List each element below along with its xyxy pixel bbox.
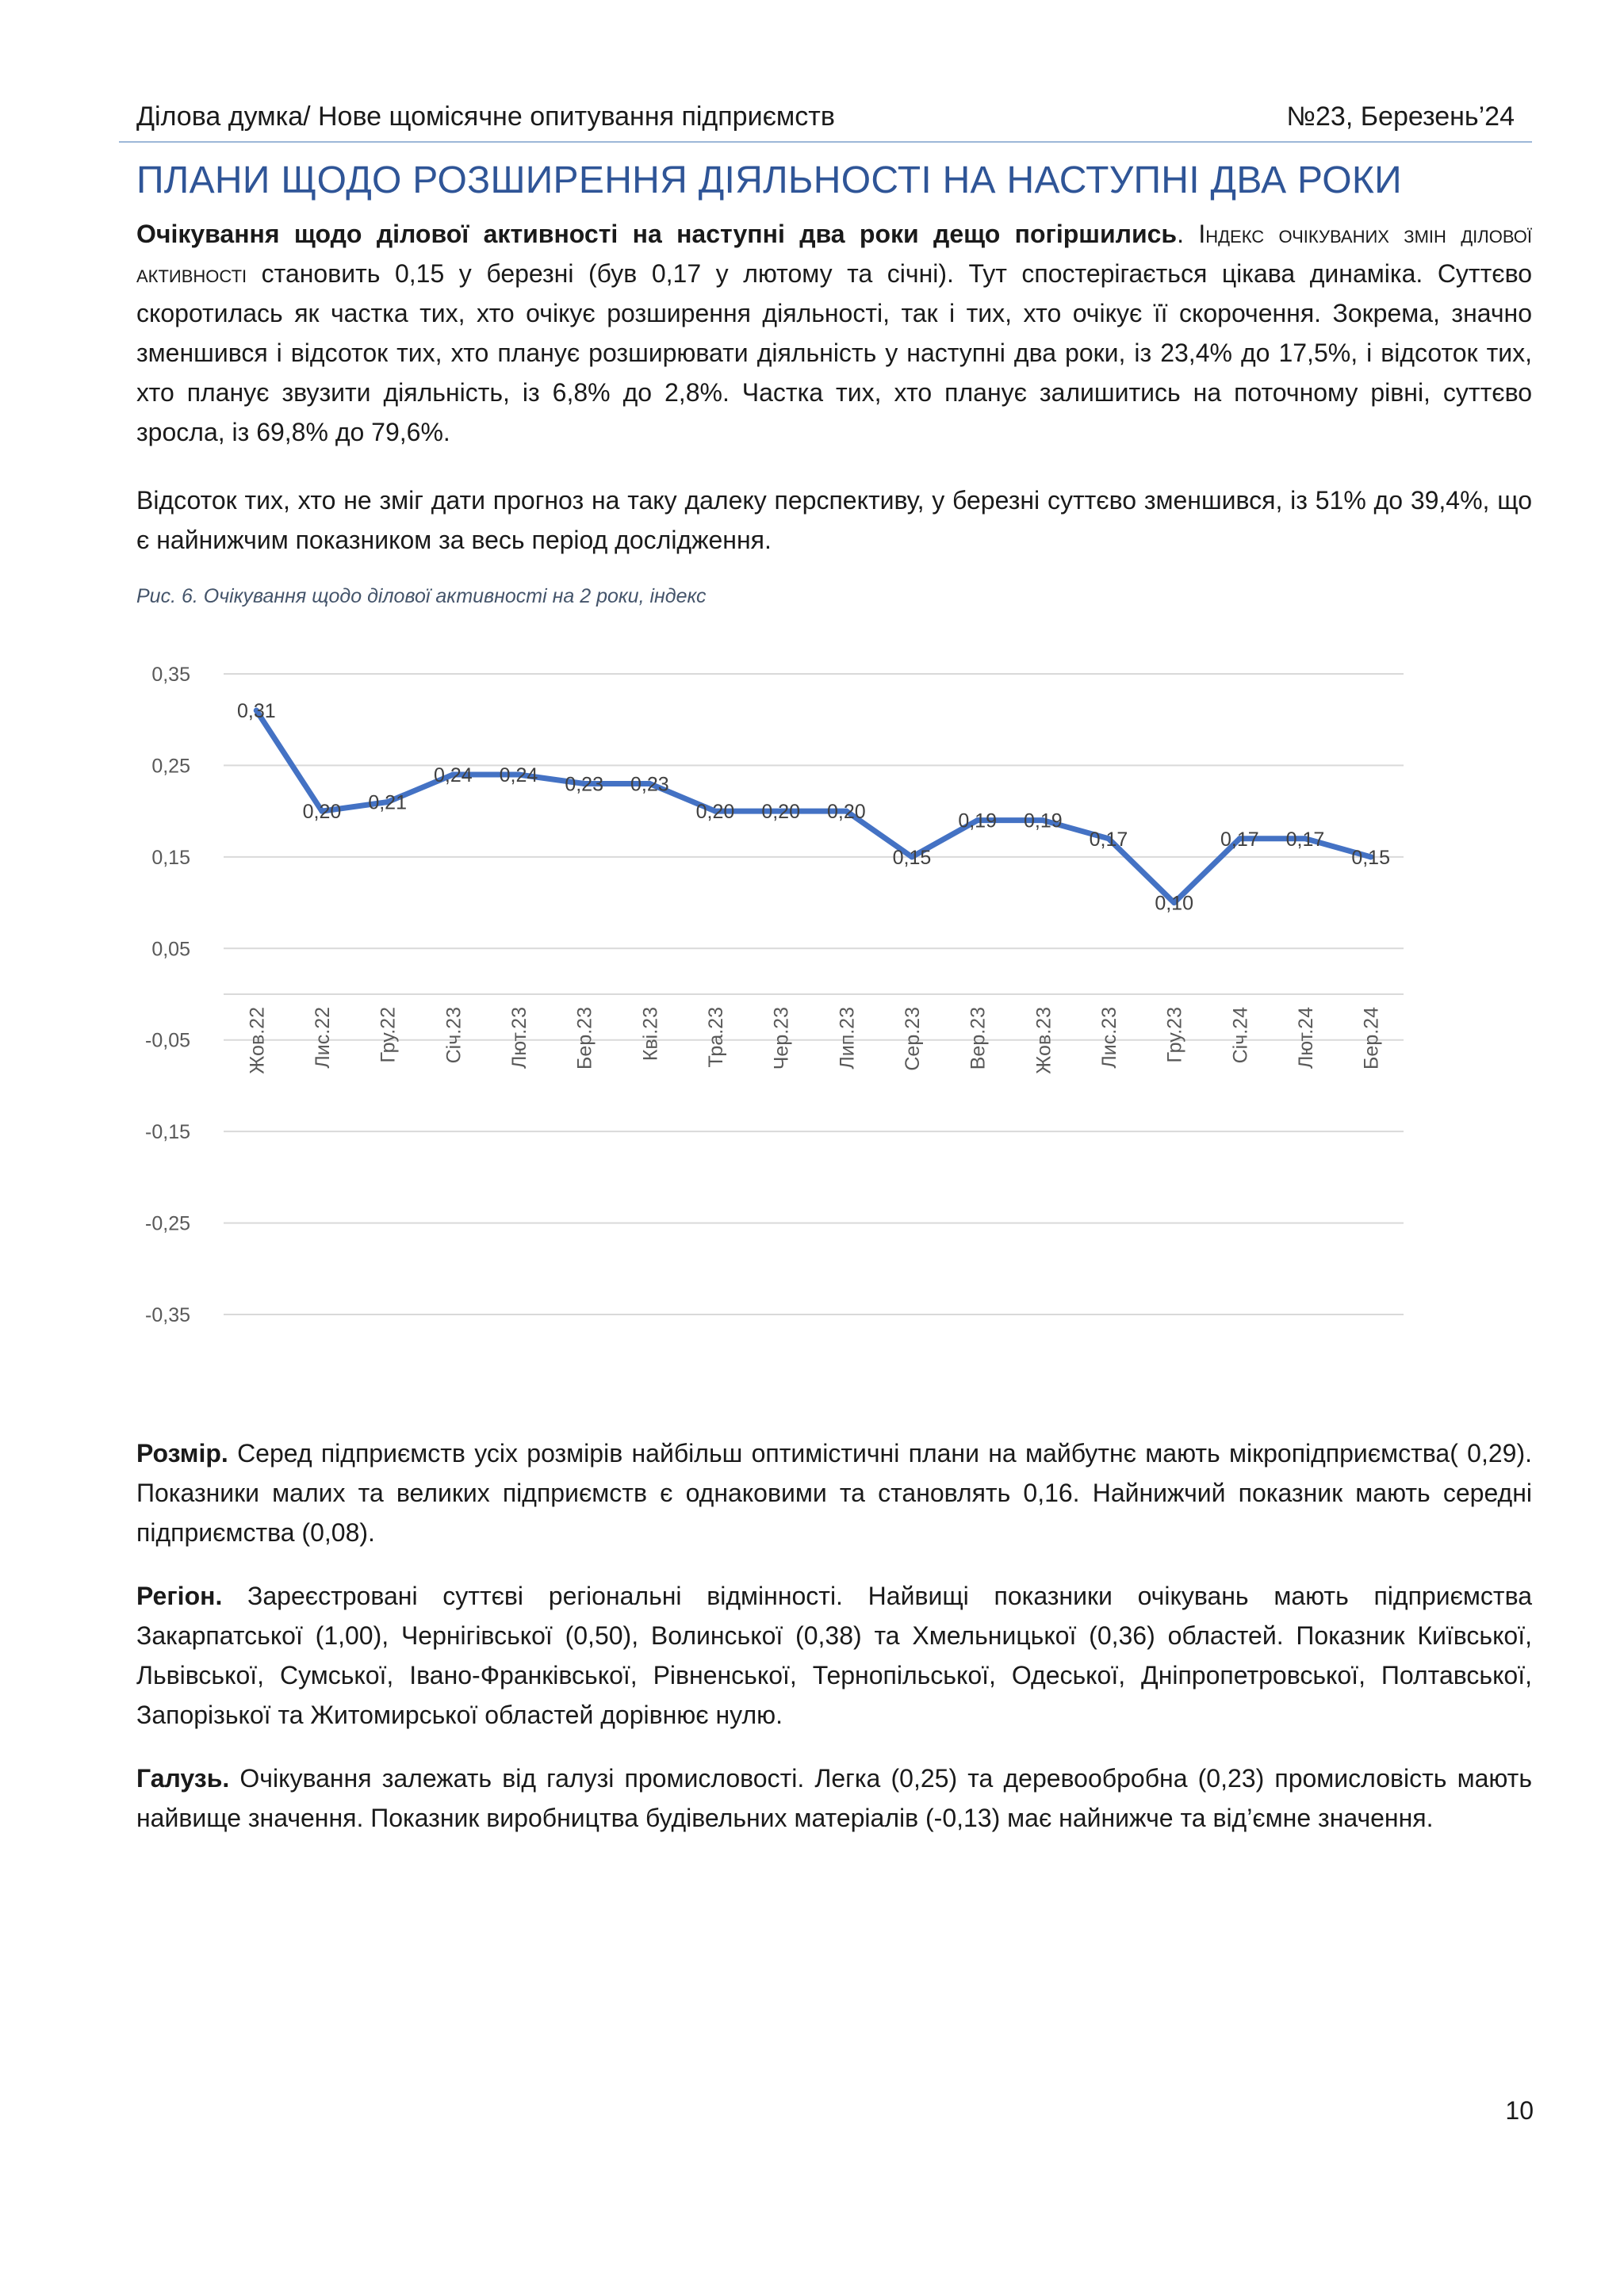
x-tick-label: Січ.23 <box>442 1007 465 1064</box>
x-tick-label: Бер.23 <box>573 1007 596 1070</box>
data-label: 0,19 <box>1023 809 1063 832</box>
data-label: 0,20 <box>826 801 866 824</box>
index-term: Індекс очікуваних змін ділової активності <box>136 220 1532 288</box>
data-label: 0,24 <box>433 763 473 786</box>
industry-text: Очікування залежать від галузі промисловості. Легка (0,25) та деревообробна (0,23) промисловість мають найвище значення. Показник виробництва будівельних матеріалів (-0,13) має найнижче та від’ємне значення. <box>136 1764 1532 1832</box>
y-tick-label: 0,25 <box>151 755 190 778</box>
series-line <box>256 710 1370 902</box>
x-tick-label: Тра.23 <box>705 1007 727 1068</box>
header-divider <box>119 141 1532 143</box>
data-label: 0,17 <box>1285 828 1325 851</box>
x-tick-label: Гру.23 <box>1163 1007 1186 1063</box>
y-tick-label: 0,35 <box>151 664 190 686</box>
x-tick-label: Чер.23 <box>770 1007 793 1070</box>
data-label: 0,15 <box>1351 846 1391 869</box>
y-tick-label: -0,25 <box>145 1212 190 1235</box>
line-chart <box>119 650 1427 1348</box>
header-left: Ділова думка/ Нове щомісячне опитування підприємств <box>136 101 835 132</box>
y-tick-label: -0,35 <box>145 1304 190 1326</box>
data-label: 0,23 <box>630 773 669 796</box>
region-paragraph <box>136 1576 1532 1735</box>
data-label: 0,19 <box>958 809 998 832</box>
y-tick-label: 0,15 <box>151 846 190 869</box>
x-tick-label: Лип.23 <box>836 1007 859 1070</box>
intro-paragraph <box>136 214 1532 452</box>
forecast-paragraph: Відсоток тих, хто не зміг дати прогноз на таку далеку перспективу, у березні суттєво зменшився, із 51% до 39,4%, що є найнижчим показником за весь період дослідження. <box>136 486 1532 554</box>
x-tick-label: Лют.23 <box>508 1007 530 1070</box>
data-label: 0,20 <box>302 801 342 824</box>
x-tick-label: Лют.24 <box>1295 1007 1317 1070</box>
data-label: 0,21 <box>368 791 408 814</box>
data-label: 0,20 <box>761 801 801 824</box>
intro-dot: . <box>1177 220 1199 248</box>
x-tick-label: Лис.23 <box>1098 1007 1120 1069</box>
x-tick-label: Сер.23 <box>902 1007 924 1071</box>
data-label: 0,15 <box>892 846 932 869</box>
data-label: 0,17 <box>1220 828 1259 851</box>
data-label: 0,17 <box>1089 828 1128 851</box>
size-label: Розмір. <box>136 1439 228 1468</box>
y-tick-label: -0,15 <box>145 1121 190 1144</box>
size-paragraph <box>136 1433 1532 1552</box>
data-label: 0,24 <box>499 763 538 786</box>
data-label: 0,10 <box>1155 892 1194 915</box>
x-tick-label: Гру.22 <box>377 1007 400 1063</box>
x-tick-label: Бер.24 <box>1360 1007 1383 1070</box>
x-tick-label: Лис.22 <box>312 1007 334 1069</box>
page-number: 10 <box>1505 2096 1534 2125</box>
region-label: Регіон. <box>136 1582 223 1610</box>
section-title: ПЛАНИ ЩОДО РОЗШИРЕННЯ ДІЯЛЬНОСТІ НА НАСТУПНІ ДВА РОКИ <box>136 159 1402 201</box>
x-tick-label: Вер.23 <box>967 1007 990 1070</box>
size-text: Серед підприємств усіх розмірів найбільш оптимістичні плани на майбутнє мають мікропідприємства( 0,29). Показники малих та великих підприємств є однаковими та становлять 0,16. Найнижчий показник мають середні підприємства (0,08). <box>136 1439 1532 1547</box>
figure-caption: Рис. 6. Очікування щодо ділової активності на 2 роки, індекс <box>136 585 707 607</box>
x-tick-label: Жов.22 <box>246 1007 269 1074</box>
region-text: Зареєстровані суттєві регіональні відмінності. Найвищі показники очікувань мають підприємства Закарпатської (1,00), Чернігівської (0,50), Волинської (0,38) та Хмельницької (0,36) областей. Показник Київської, Львівської, Сумської, Івано-Франківської, Рівненської, Тернопільської, Одеської, Дніпропетровської, Полтавської, Запорізької та Житомирської областей дорівнює нулю. <box>136 1582 1532 1729</box>
intro-bold: Очікування щодо ділової активності на наступні два роки дещо погіршились <box>136 220 1178 248</box>
x-tick-label: Жов.23 <box>1032 1007 1055 1074</box>
data-label: 0,23 <box>565 773 604 796</box>
intro-text: становить 0,15 у березні (був 0,17 у лютому та січні). Тут спостерігається цікава динаміка. Суттєво скоротилась як частка тих, хто очікує розширення діяльності, так і тих, хто очікує її скорочення. Зокрема, значно зменшився і відсоток тих, хто планує розширювати діяльність у наступні два роки, із 23,4% до 17,5%, і відсоток тих, хто планує звузити діяльність, із 6,8% до 2,8%. Частка тих, хто планує залишитись на поточному рівні, суттєво зросла, із 69,8% до 79,6%. <box>136 259 1532 446</box>
industry-label: Галузь. <box>136 1764 230 1793</box>
x-tick-label: Кві.23 <box>639 1007 662 1062</box>
x-tick-label: Січ.24 <box>1229 1007 1252 1064</box>
industry-paragraph <box>136 1758 1532 1838</box>
y-tick-label: 0,05 <box>151 938 190 961</box>
data-label: 0,20 <box>695 801 735 824</box>
header-right: №23, Березень’24 <box>1286 101 1515 132</box>
data-label: 0,31 <box>236 700 276 723</box>
y-tick-label: -0,05 <box>145 1029 190 1052</box>
